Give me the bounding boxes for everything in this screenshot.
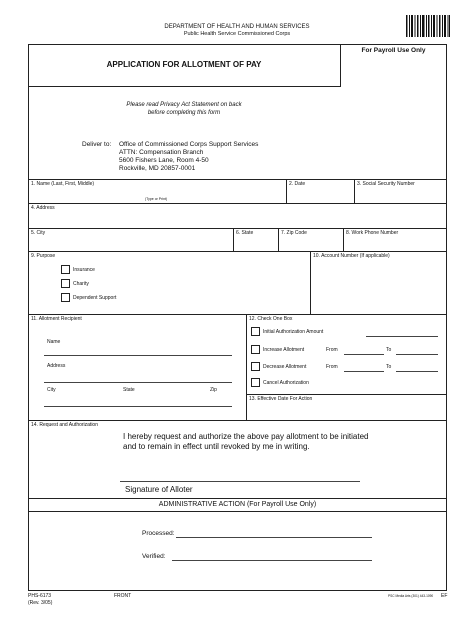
address-field-label: 4. Address xyxy=(31,205,55,211)
increase-allotment-checkbox[interactable] xyxy=(251,345,260,354)
work-phone-input[interactable] xyxy=(344,237,445,250)
zip-input[interactable] xyxy=(279,237,342,250)
state-field-label: 6. State xyxy=(236,230,254,236)
privacy-notice-line2: before completing this form xyxy=(147,110,221,116)
authorization-statement-line1: I hereby request and authorize the above pay allotment to be initiated xyxy=(123,432,369,441)
check-one-label: 12. Check One Box xyxy=(249,316,293,322)
initial-amount-line[interactable] xyxy=(366,336,438,337)
recipient-city-state-zip-line[interactable] xyxy=(44,406,232,407)
recipient-address-line[interactable] xyxy=(44,382,232,383)
date-field-label: 2. Date xyxy=(289,181,306,187)
verified-line[interactable] xyxy=(172,560,372,561)
deliver-line: 5600 Fishers Lane, Room 4-50 xyxy=(119,157,209,164)
increase-from-label: From xyxy=(326,347,338,353)
cancel-authorization-label: Cancel Authorization xyxy=(263,380,309,386)
zip-field-label: 7. Zip Code xyxy=(281,230,307,236)
increase-from-line[interactable] xyxy=(344,354,384,355)
decrease-from-line[interactable] xyxy=(344,371,384,372)
date-input[interactable] xyxy=(287,188,353,202)
request-authorization-label: 14. Request and Authorization xyxy=(31,422,98,428)
signature-label: Signature of Alloter xyxy=(125,485,193,494)
effective-date-label: 13. Effective Date For Action xyxy=(249,396,313,402)
barcode-icon xyxy=(406,15,450,37)
address-input[interactable] xyxy=(29,212,445,226)
recipient-address-label: Address xyxy=(47,363,66,369)
dependent-support-checkbox[interactable] xyxy=(61,293,70,302)
deliver-line: ATTN: Compensation Branch xyxy=(119,149,204,156)
authorization-statement-line2: and to remain in effect until revoked by me in writing. xyxy=(123,442,310,451)
payroll-use-label: For Payroll Use Only xyxy=(361,47,426,54)
type-or-print-note: (Type or Print) xyxy=(145,197,168,201)
effective-date-input[interactable] xyxy=(248,404,445,418)
recipient-name-line[interactable] xyxy=(44,355,232,356)
work-phone-field-label: 8. Work Phone Number xyxy=(346,230,399,236)
revision-date: (Rev. 3/05) xyxy=(28,600,53,606)
form-number: PHS-6173 xyxy=(28,593,52,599)
charity-label: Charity xyxy=(73,281,89,287)
agency-heading: Public Health Service Commissioned Corps xyxy=(183,31,291,37)
front-label: FRONT xyxy=(114,593,132,599)
increase-to-label: To xyxy=(386,347,392,353)
cancel-authorization-checkbox[interactable] xyxy=(251,378,260,387)
state-input[interactable] xyxy=(234,237,277,250)
department-heading: DEPARTMENT OF HEALTH AND HUMAN SERVICES xyxy=(164,24,310,30)
city-field-label: 5. City xyxy=(31,230,46,236)
dependent-support-label: Dependent Support xyxy=(73,295,117,301)
decrease-from-label: From xyxy=(326,364,338,370)
insurance-label: Insurance xyxy=(73,267,95,273)
decrease-to-line[interactable] xyxy=(396,371,438,372)
ef-mark: EF xyxy=(441,593,448,599)
initial-authorization-checkbox[interactable] xyxy=(251,327,260,336)
account-number-field-label: 10. Account Number (If applicable) xyxy=(313,253,390,259)
admin-action-heading: ADMINISTRATIVE ACTION (For Payroll Use Only) xyxy=(158,501,317,508)
ssn-input[interactable] xyxy=(355,188,445,202)
media-credit: PSC Media Arts (301) 443-1090 xyxy=(388,594,434,598)
decrease-allotment-checkbox[interactable] xyxy=(251,362,260,371)
verified-label: Verified: xyxy=(142,553,166,560)
increase-to-line[interactable] xyxy=(396,354,438,355)
decrease-allotment-label: Decrease Allotment xyxy=(263,364,307,370)
processed-label: Processed: xyxy=(142,530,175,537)
name-field-label: 1. Name (Last, First, Middle) xyxy=(31,181,95,187)
purpose-field-label: 9. Purpose xyxy=(31,253,56,259)
decrease-to-label: To xyxy=(386,364,392,370)
deliver-to-label: Deliver to: xyxy=(82,141,112,148)
recipient-city-label: City xyxy=(47,387,56,393)
city-input[interactable] xyxy=(29,237,232,250)
ssn-field-label: 3. Social Security Number xyxy=(357,181,415,187)
privacy-notice-line1: Please read Privacy Act Statement on back xyxy=(126,102,242,108)
allotment-recipient-label: 11. Allotment Recipient xyxy=(31,316,82,322)
initial-authorization-label: Initial Authorization Amount xyxy=(263,329,324,335)
recipient-name-label: Name xyxy=(47,339,61,345)
name-input[interactable] xyxy=(29,188,285,202)
insurance-checkbox[interactable] xyxy=(61,265,70,274)
deliver-line: Office of Commissioned Corps Support Services xyxy=(119,141,259,148)
processed-line[interactable] xyxy=(176,537,372,538)
form-title: APPLICATION FOR ALLOTMENT OF PAY xyxy=(106,60,262,69)
increase-allotment-label: Increase Allotment xyxy=(263,347,305,353)
deliver-line: Rockville, MD 20857-0001 xyxy=(119,165,196,172)
recipient-state-label: State xyxy=(123,387,135,393)
signature-line[interactable] xyxy=(120,481,360,482)
recipient-zip-label: Zip xyxy=(210,387,217,393)
charity-checkbox[interactable] xyxy=(61,279,70,288)
account-number-input[interactable] xyxy=(312,262,445,312)
